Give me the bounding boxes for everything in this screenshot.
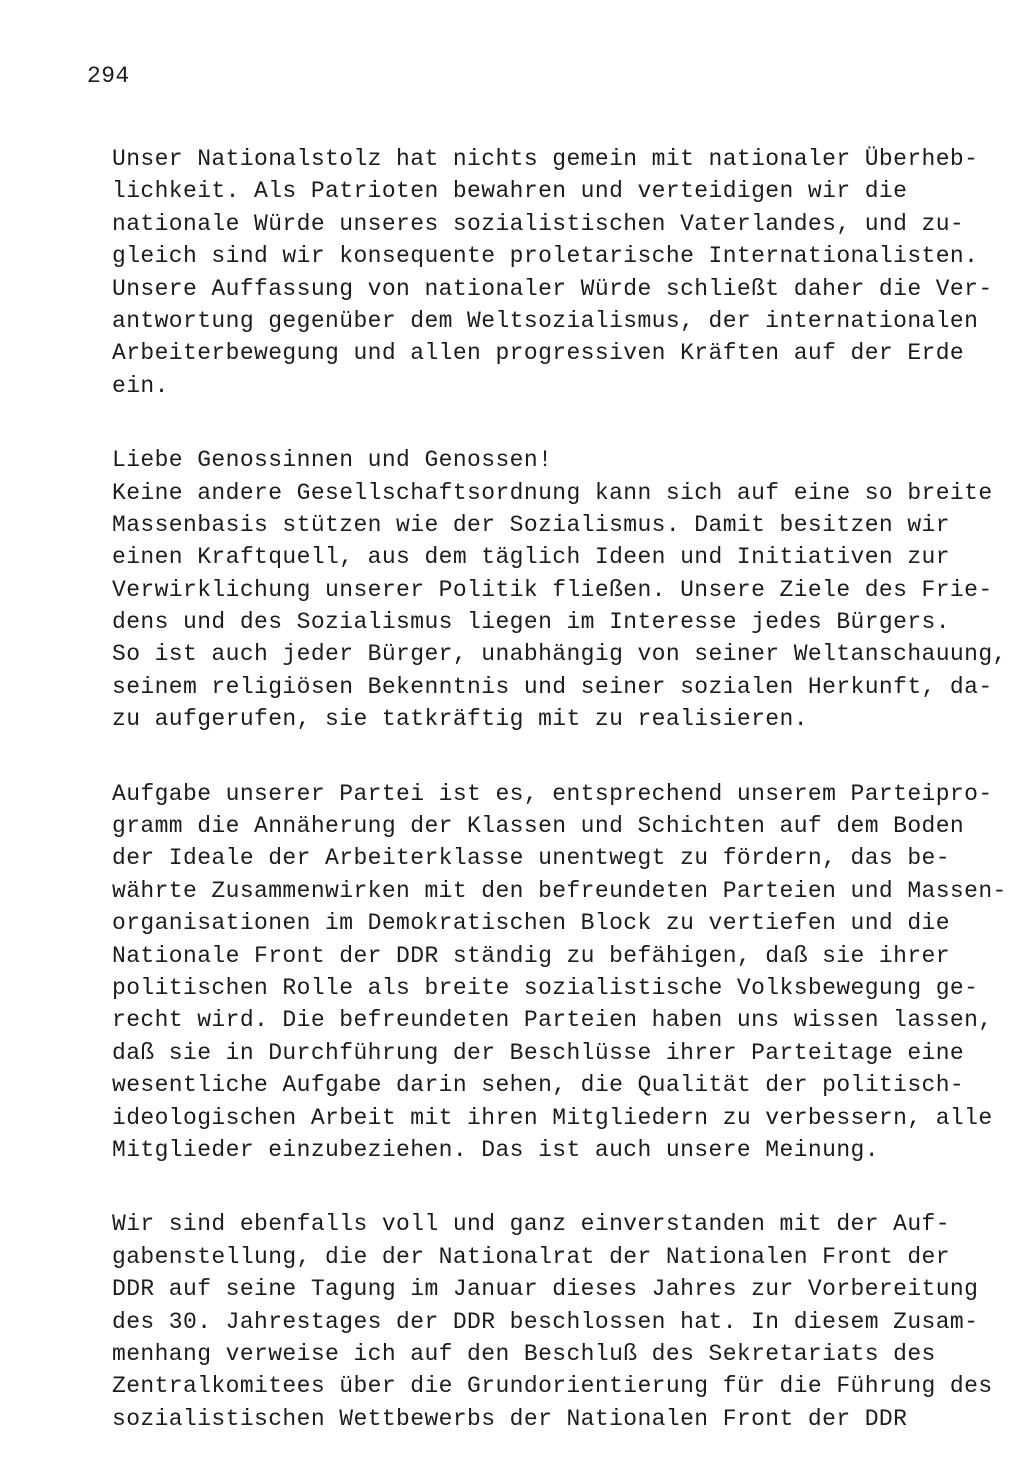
salutation: Liebe Genossinnen und Genossen!: [112, 447, 553, 474]
text-line: nationale Würde unseres sozialistischen Vaterlandes, und zu-: [112, 210, 965, 237]
text-line: organisationen im Demokratischen Block zu vertiefen und die: [112, 910, 950, 937]
text-line: Unsere Auffassung von nationaler Würde schließt daher die Ver-: [112, 275, 993, 302]
text-line: wesentliche Aufgabe darin sehen, die Qualität der politisch-: [112, 1072, 965, 1099]
text-line: gleich sind wir konsequente proletarische Internationalisten.: [112, 243, 979, 270]
text-line: sozialistischen Wettbewerbs der Nationalen Front der DDR: [112, 1405, 908, 1432]
text-line: Keine andere Gesellschaftsordnung kann sich auf eine so breite: [112, 479, 993, 506]
text-line: Nationale Front der DDR ständig zu befähigen, daß sie ihrer: [112, 942, 950, 969]
body-text: [112, 143, 1007, 1435]
text-line: der Ideale der Arbeiterklasse unentwegt zu fördern, das be-: [112, 845, 950, 872]
text-line: seinem religiösen Bekenntnis und seiner sozialen Herkunft, da-: [112, 673, 993, 700]
text-line: gramm die Annäherung der Klassen und Schichten auf dem Boden: [112, 813, 965, 840]
paragraph-mass-basis: [112, 444, 1007, 736]
text-line: währte Zusammenwirken mit den befreundeten Parteien und Massen-: [112, 877, 1007, 904]
text-line: zu aufgerufen, sie tatkräftig mit zu realisieren.: [112, 706, 808, 733]
text-line: Aufgabe unserer Partei ist es, entsprechend unserem Parteipro-: [112, 780, 993, 807]
text-line: Arbeiterbewegung und allen progressiven Kräften auf der Erde: [112, 340, 965, 367]
text-line: DDR auf seine Tagung im Januar dieses Jahres zur Vorbereitung: [112, 1276, 979, 1303]
paragraph-national-pride: [112, 143, 992, 402]
paragraph-spacer: [112, 1166, 992, 1208]
text-line: antwortung gegenüber dem Weltsozialismus, der internationalen: [112, 307, 979, 334]
text-line: recht wird. Die befreundeten Parteien haben uns wissen lassen,: [112, 1007, 993, 1034]
text-line: menhang verweise ich auf den Beschluß des Sekretariats des: [112, 1340, 936, 1367]
text-line: Unser Nationalstolz hat nichts gemein mit nationaler Überheb-: [112, 146, 979, 172]
text-line: daß sie in Durchführung der Beschlüsse ihrer Parteitage eine: [112, 1039, 965, 1066]
text-line: Mitglieder einzubeziehen. Das ist auch unsere Meinung.: [112, 1136, 879, 1163]
paragraph-spacer: [112, 402, 992, 444]
text-line: So ist auch jeder Bürger, unabhängig von seiner Weltanschauung,: [112, 641, 1007, 668]
text-line: einen Kraftquell, aus dem täglich Ideen und Initiativen zur: [112, 544, 950, 571]
paragraph-party-task: [112, 778, 1007, 1167]
text-line: des 30. Jahrestages der DDR beschlossen hat. In diesem Zusam-: [112, 1308, 979, 1335]
paragraph-spacer: [112, 736, 992, 778]
text-line: Massenbasis stützen wie der Sozialismus. Damit besitzen wir: [112, 511, 950, 538]
text-line: Wir sind ebenfalls voll und ganz einverstanden mit der Auf-: [112, 1211, 950, 1238]
text-line: lichkeit. Als Patrioten bewahren und verteidigen wir die: [112, 178, 908, 205]
paragraph-national-front: [112, 1208, 992, 1435]
text-line: politischen Rolle als breite sozialistische Volksbewegung ge-: [112, 974, 979, 1001]
text-line: dens und des Sozialismus liegen im Interesse jedes Bürgers.: [112, 609, 950, 636]
page-number: 294: [87, 63, 130, 89]
text-line: ideologischen Arbeit mit ihren Mitgliedern zu verbessern, alle: [112, 1104, 993, 1131]
text-line: Verwirklichung unserer Politik fließen. Unsere Ziele des Frie-: [112, 576, 993, 603]
text-line: Zentralkomitees über die Grundorientierung für die Führung des: [112, 1373, 993, 1400]
text-line: gabenstellung, die der Nationalrat der Nationalen Front der: [112, 1243, 950, 1270]
text-line: ein.: [112, 372, 169, 399]
